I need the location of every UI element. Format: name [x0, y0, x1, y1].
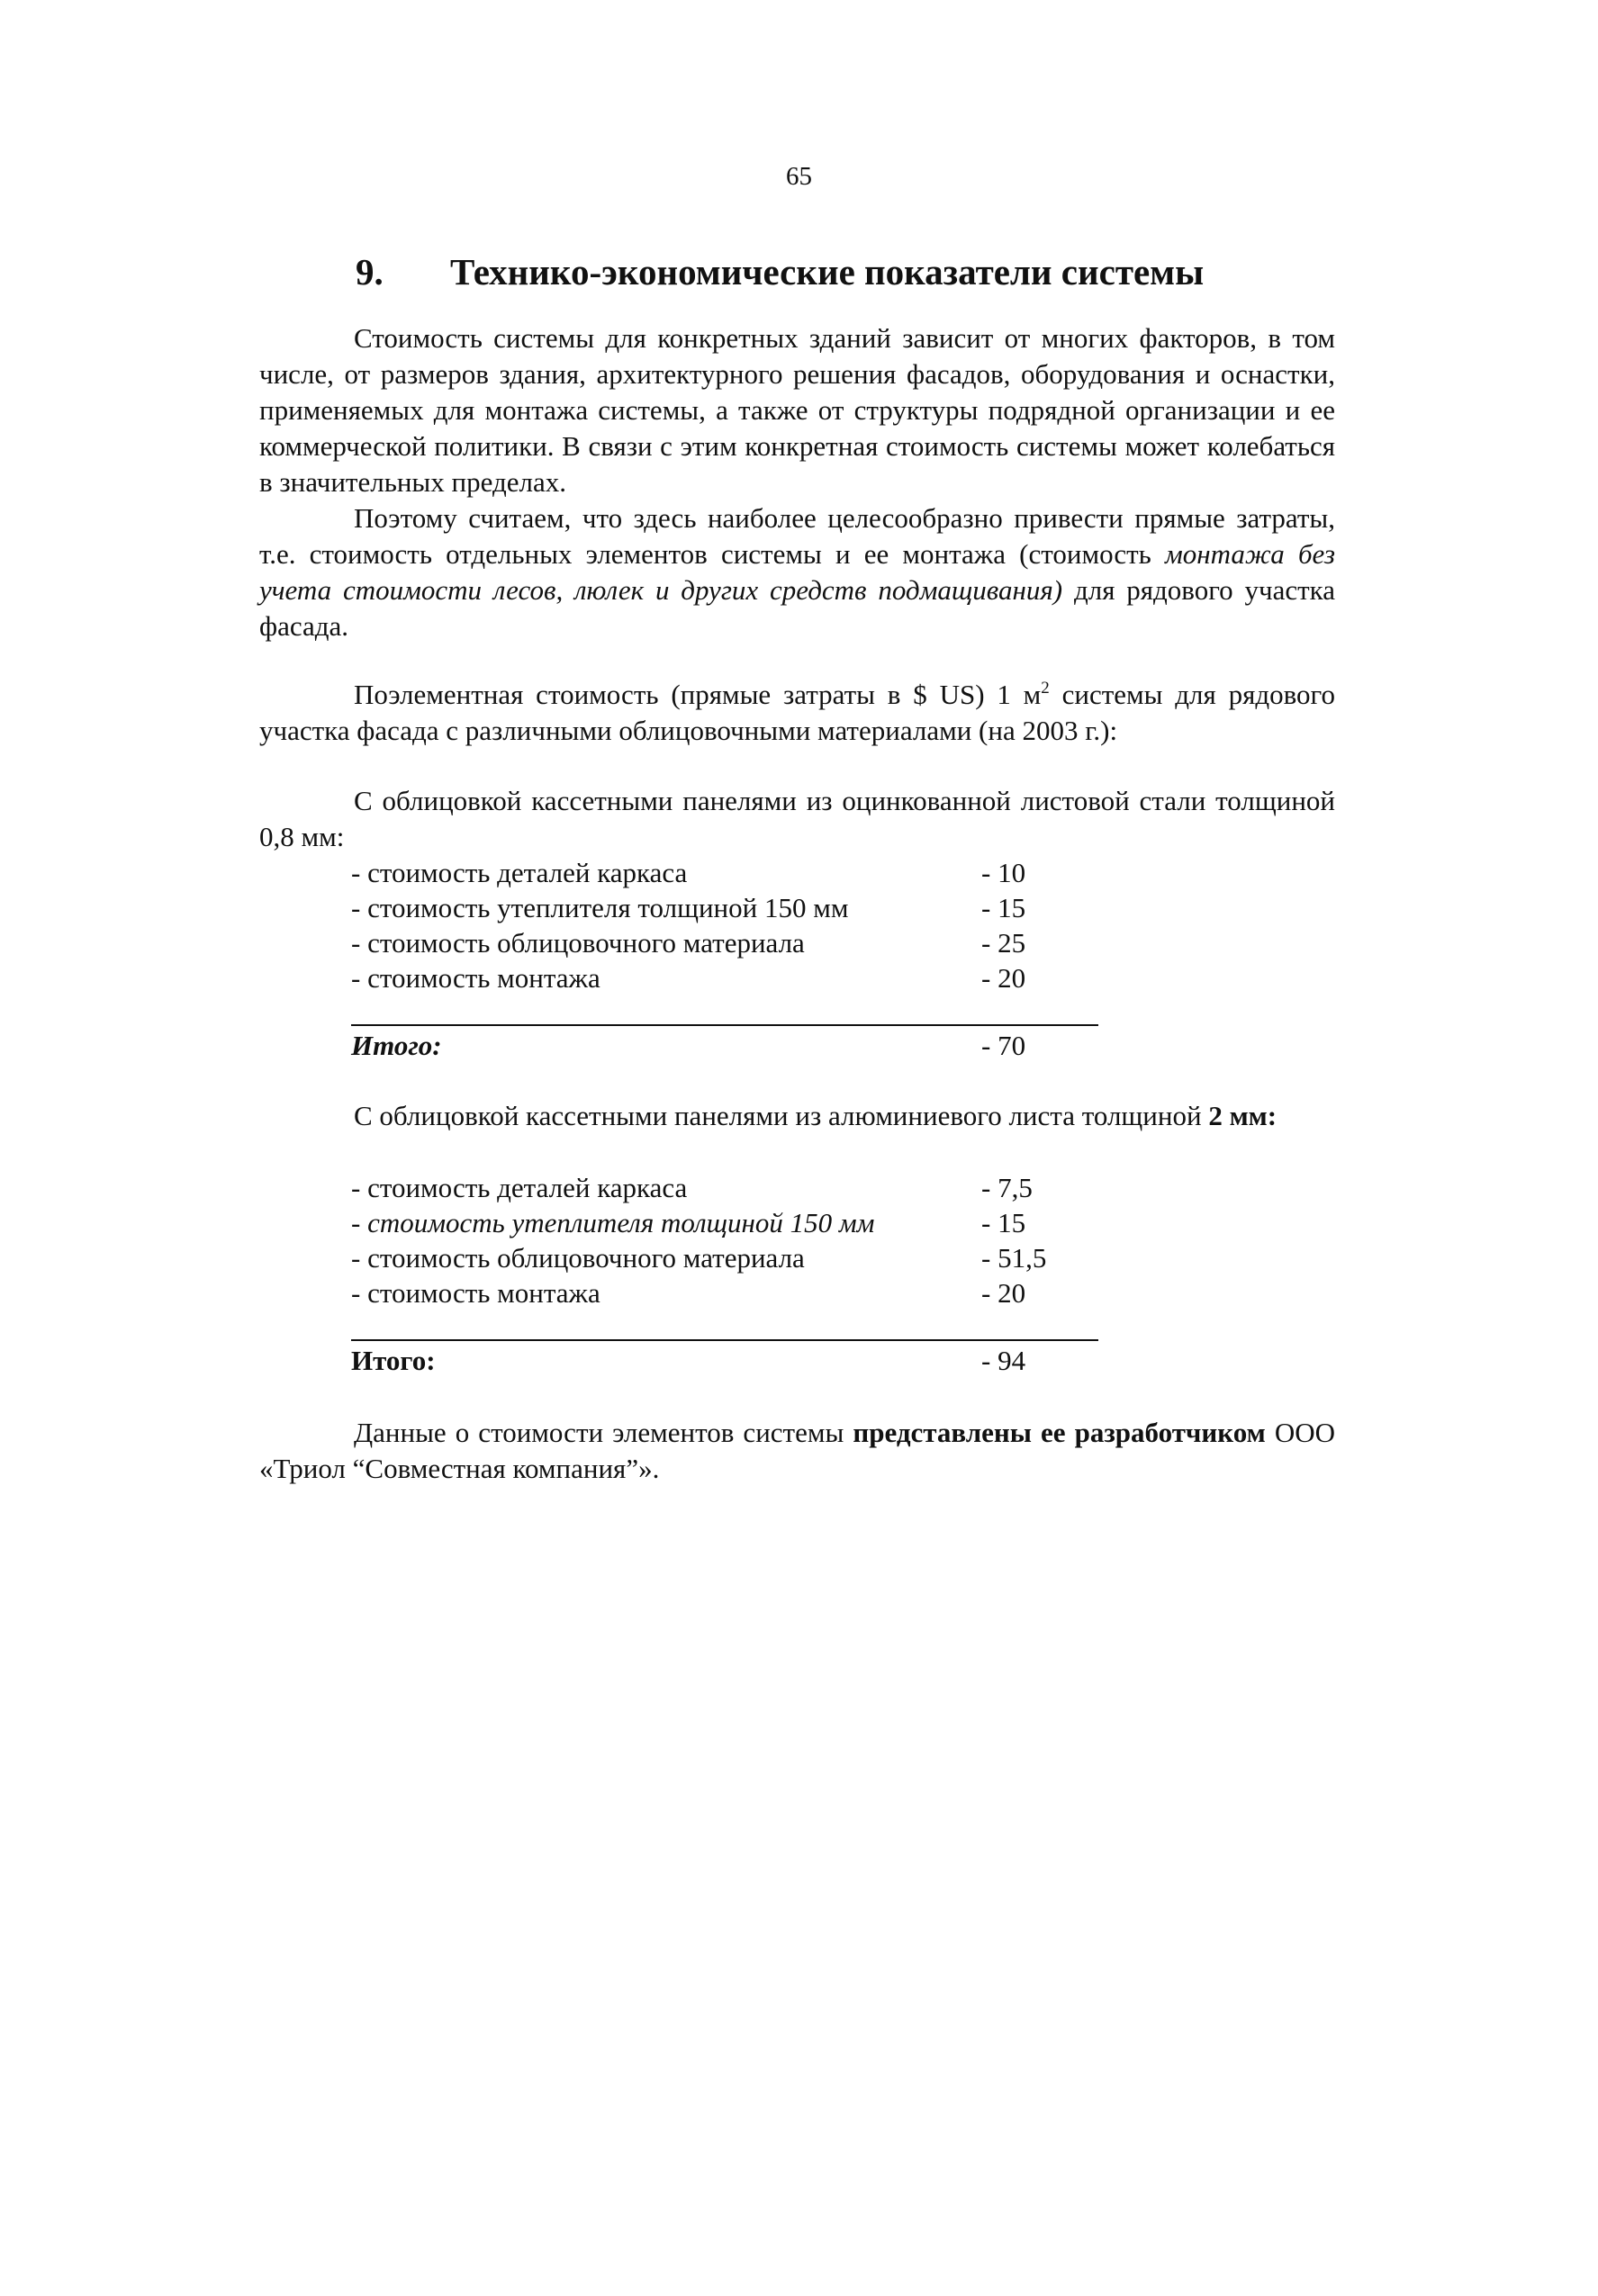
paragraph-direct-costs — [259, 500, 1335, 644]
intro-paragraphs — [259, 320, 1335, 644]
cost-item-value: - 10 — [981, 857, 1026, 888]
list-item — [351, 1170, 1098, 1205]
closing-paragraph — [259, 1415, 1335, 1487]
cost-item-label: - стоимость облицовочного материала — [351, 927, 805, 959]
closing-text-start: Данные о стоимости элементов системы — [354, 1417, 853, 1448]
steel-section-intro: С облицовкой кассетными панелями из оцинкованной листовой стали толщиной 0,8 мм: — [259, 785, 1335, 852]
aluminium-intro-text: С облицовкой кассетными панелями из алюминиевого листа толщиной — [354, 1100, 1209, 1131]
cost-item-label: - стоимость деталей каркаса — [351, 1172, 688, 1203]
closing-text-bold: представлены ее разработчиком — [853, 1417, 1266, 1448]
list-item — [351, 855, 1098, 890]
paragraph-direct-costs-start: Поэтому считаем, что здесь наиболее целесообразно привести прямые затраты, т.е. стоимость отдельных элементов системы и ее монтажа (стоимость — [259, 502, 1335, 570]
paragraph-direct-costs-italic: монтажа без учета стоимости лесов, люлек и других средств подмащивания) — [259, 538, 1336, 606]
steel-total-row — [351, 1028, 1098, 1064]
paragraph-direct-costs-end: для рядового участка фасада. — [259, 574, 1335, 642]
elementwise-cost-end: системы для рядового участка фасада с различными облицовочными материалами (на 2003 г.): — [259, 679, 1335, 746]
list-item — [351, 890, 1098, 925]
aluminium-total-label: Итого: — [351, 1345, 436, 1376]
section-title: Технико-экономические показатели системы — [450, 251, 1205, 293]
list-item — [351, 1275, 1098, 1310]
steel-total-label: Итого: — [351, 1030, 442, 1061]
list-item — [351, 960, 1098, 995]
steel-total-value: - 70 — [981, 1030, 1026, 1061]
section-number: 9. — [356, 251, 384, 293]
elementwise-cost-start: Поэлементная стоимость (прямые затраты в $ US) 1 м — [354, 679, 1042, 710]
cost-item-value: - 20 — [981, 962, 1026, 994]
list-item — [351, 1240, 1098, 1275]
elementwise-cost-paragraph — [259, 677, 1335, 749]
cost-item-value: - 25 — [981, 927, 1026, 959]
paragraph-cost-factors: Стоимость системы для конкретных зданий зависит от многих факторов, в том числе, от размеров здания, архитектурного решения фасадов, оборудования и оснастки, применяемых для монтажа системы, а также от структуры подрядной организации и ее коммерческой политики. В связи с этим конкретная стоимость системы может колебаться в значительных пределах. — [259, 322, 1335, 498]
cost-item-label: - стоимость деталей каркаса — [351, 857, 688, 888]
cost-item-label: - стоимость утеплителя толщиной 150 мм — [351, 892, 849, 923]
cost-item-value: - 15 — [981, 892, 1026, 923]
cost-item-label: - стоимость облицовочного материала — [351, 1242, 805, 1274]
cost-item-value: - 20 — [981, 1277, 1026, 1309]
aluminium-total-value: - 94 — [981, 1345, 1026, 1376]
cost-item-value: - 7,5 — [981, 1172, 1033, 1203]
square-superscript: 2 — [1041, 679, 1050, 698]
list-item — [351, 925, 1098, 960]
aluminium-section-intro — [259, 1098, 1335, 1134]
page-number: 65 — [786, 162, 812, 191]
steel-total-divider — [351, 1024, 1098, 1026]
cost-item-value: - 51,5 — [981, 1242, 1047, 1274]
steel-cost-list — [351, 855, 1098, 995]
cost-item-label: - стоимость утеплителя толщиной 150 мм — [351, 1207, 875, 1238]
aluminium-total-row — [351, 1343, 1098, 1379]
cost-item-value: - 15 — [981, 1207, 1026, 1238]
aluminium-total-divider — [351, 1339, 1098, 1341]
section-heading — [356, 250, 1204, 293]
cost-item-label: - стоимость монтажа — [351, 1277, 600, 1309]
cost-item-label: - стоимость монтажа — [351, 962, 600, 994]
aluminium-intro-thickness: 2 мм: — [1208, 1100, 1277, 1131]
aluminium-cost-list — [351, 1170, 1098, 1310]
list-item — [351, 1205, 1098, 1240]
closing-text-end: ООО «Триол “Совместная компания”». — [259, 1417, 1335, 1484]
